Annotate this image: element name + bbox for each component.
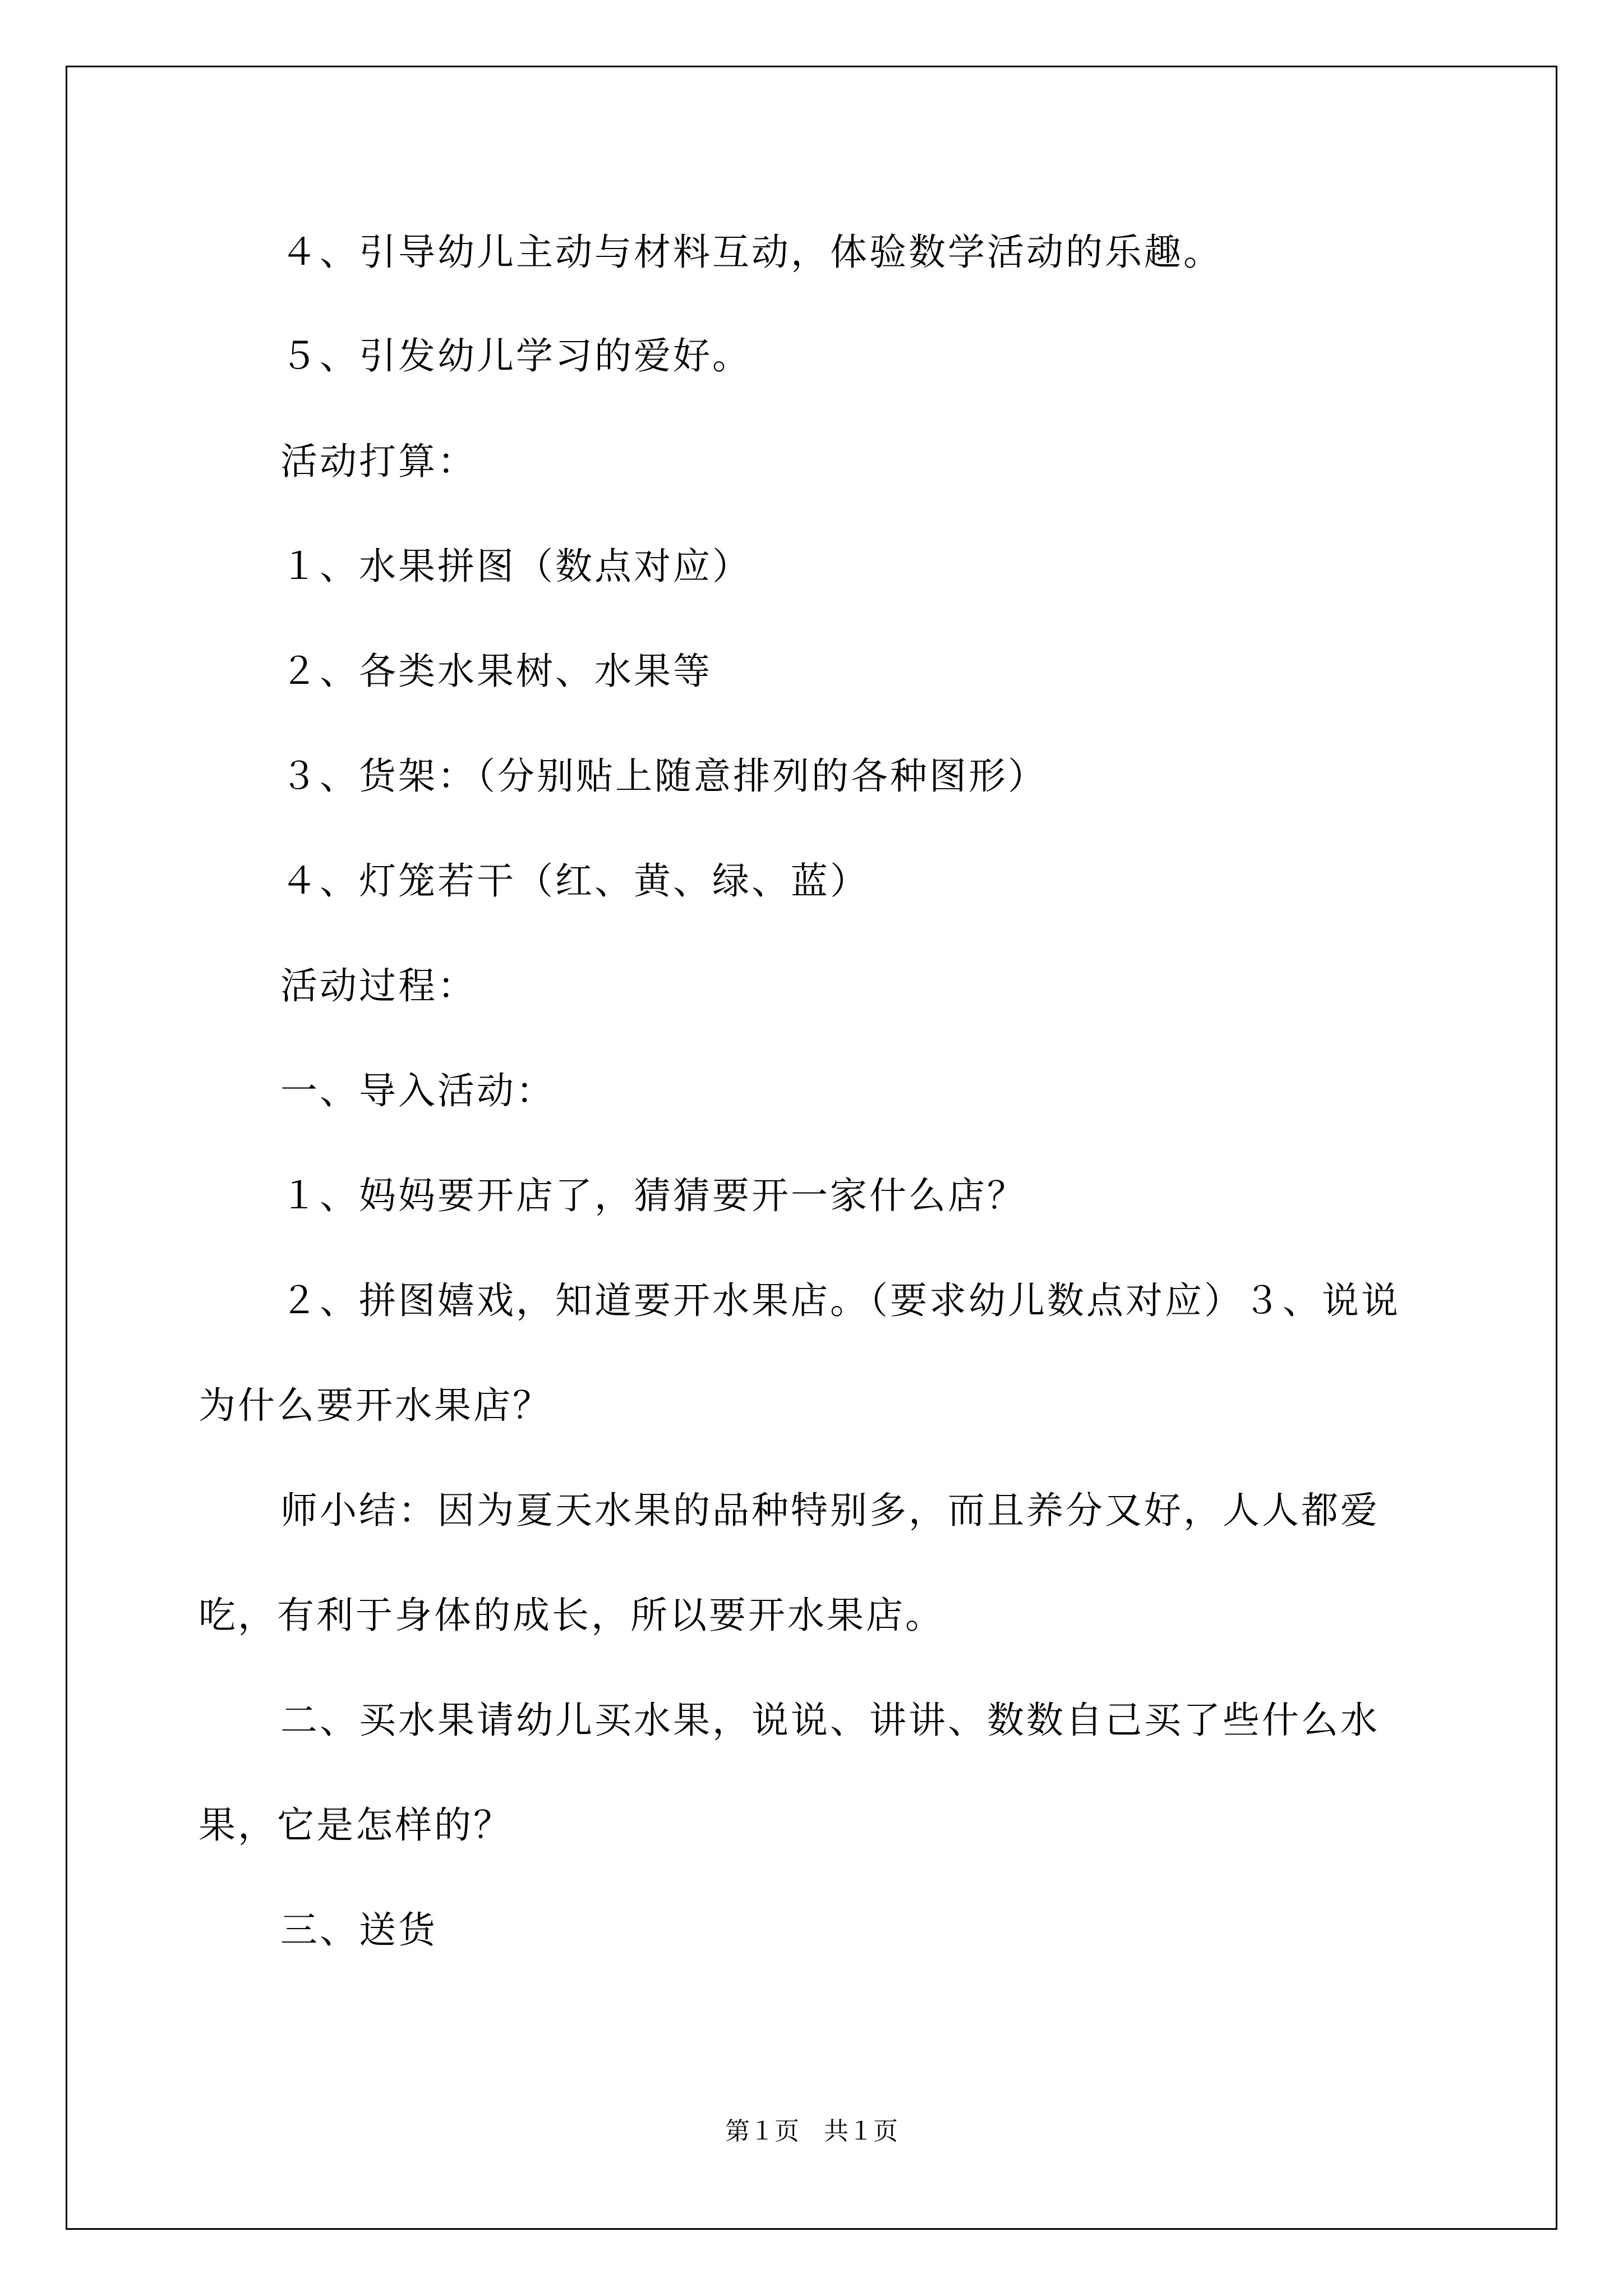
text-line-16: 果，它是怎样的？: [199, 1803, 513, 1847]
text-line-15: 二、买水果请幼儿买水果，说说、讲讲、数数自己买了些什么水: [280, 1699, 1380, 1742]
text-line-9: 一、导入活动：: [280, 1069, 555, 1112]
page-number-footer: 第１页 共１页: [725, 2117, 898, 2146]
section-heading-preparation: 活动打算：: [280, 440, 477, 483]
text-line-11: ２、拼图嬉戏，知道要开水果店。（要求幼儿数点对应）３、说说: [280, 1279, 1400, 1322]
text-line-2: ５、引发幼儿学习的爱好。: [280, 334, 751, 378]
text-line-17: 三、送货: [280, 1908, 437, 1952]
text-line-13: 师小结：因为夏天水果的品种特别多，而且养分又好，人人都爱: [280, 1489, 1380, 1532]
text-line-1: ４、引导幼儿主动与材料互动，体验数学活动的乐趣。: [280, 231, 1223, 274]
text-line-6: ３、货架：（分别贴上随意排列的各种图形）: [280, 754, 1047, 798]
text-line-10: １、妈妈要开店了，猜猜要开一家什么店？: [280, 1174, 1026, 1217]
text-line-14: 吃，有利于身体的成长，所以要开水果店。: [199, 1594, 944, 1637]
text-line-7: ４、灯笼若干（红、黄、绿、蓝）: [280, 859, 869, 903]
text-line-12: 为什么要开水果店？: [199, 1384, 552, 1427]
text-line-4: １、水果拼图（数点对应）: [280, 545, 751, 588]
text-line-5: ２、各类水果树、水果等: [280, 650, 712, 693]
section-heading-process: 活动过程：: [280, 964, 477, 1007]
